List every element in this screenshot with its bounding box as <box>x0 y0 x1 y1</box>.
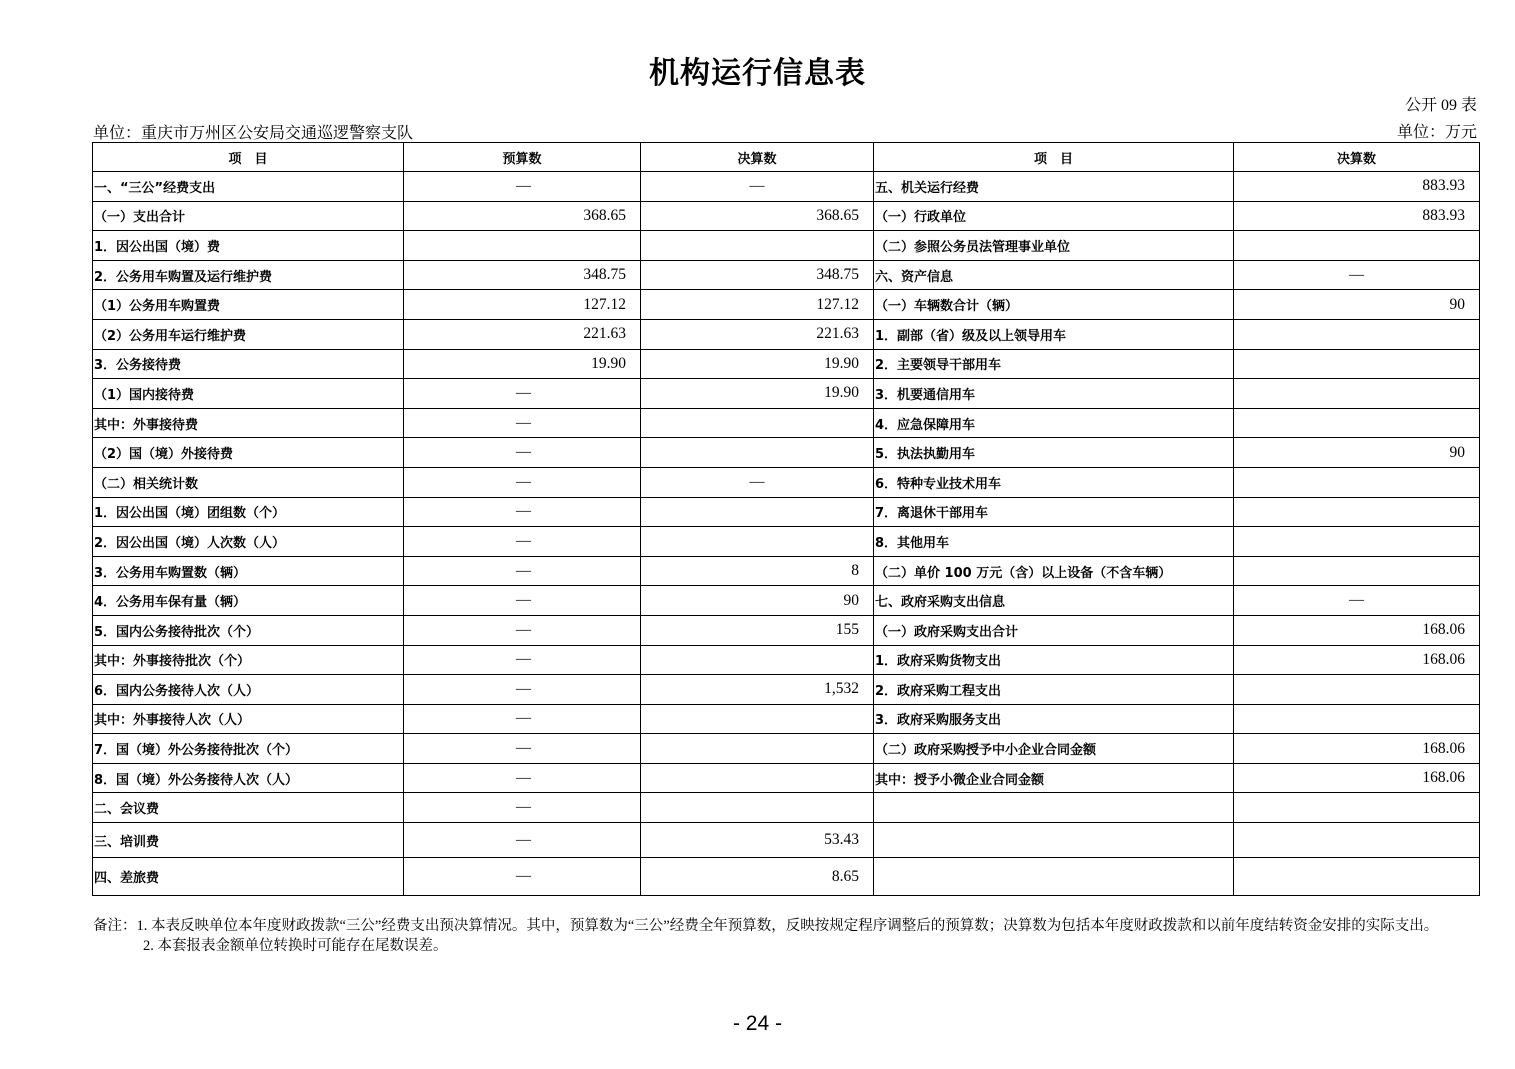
row-item-right: （一）车辆数合计（辆） <box>874 290 1234 320</box>
row-budget-value: — <box>404 763 641 793</box>
row-final-value <box>641 763 874 793</box>
row-final-value-right <box>1234 704 1480 734</box>
table-row <box>93 586 1480 616</box>
row-item-right: 七、政府采购支出信息 <box>874 586 1234 616</box>
table-row <box>93 379 1480 409</box>
row-final-value <box>641 438 874 468</box>
row-item-right: （二）政府采购授予中小企业合同金额 <box>874 734 1234 764</box>
row-budget-value: — <box>404 556 641 586</box>
row-final-value: 127.12 <box>641 290 874 320</box>
row-item-right: 1．政府采购货物支出 <box>874 645 1234 675</box>
row-item-right <box>874 793 1234 823</box>
table-row <box>93 349 1480 379</box>
notes <box>93 916 1483 956</box>
row-final-value <box>641 527 874 557</box>
row-budget-value: — <box>404 379 641 409</box>
currency-unit: 单位：万元 <box>1396 124 1477 141</box>
row-final-value-right <box>1234 497 1480 527</box>
row-final-value-right: — <box>1234 586 1480 616</box>
row-item-left: 2．因公出国（境）人次数（人） <box>93 527 404 557</box>
row-final-value-right: 883.93 <box>1234 172 1480 202</box>
row-final-value-right <box>1234 379 1480 409</box>
row-final-value-right <box>1234 793 1480 823</box>
header-budget: 预算数 <box>404 143 641 172</box>
row-item-left: （一）支出合计 <box>93 201 404 231</box>
header-item-right: 项 目 <box>874 143 1234 172</box>
row-item-left: （2）国（境）外接待费 <box>93 438 404 468</box>
row-item-left: （1）公务用车购置费 <box>93 290 404 320</box>
row-item-right: （二）参照公务员法管理事业单位 <box>874 231 1234 261</box>
page-number: - 24 - <box>732 1012 782 1035</box>
table-row <box>93 615 1480 645</box>
row-item-right: （二）单价 100 万元（含）以上设备（不含车辆） <box>874 556 1234 586</box>
row-budget-value: — <box>404 645 641 675</box>
row-item-right: 6．特种专业技术用车 <box>874 467 1234 497</box>
row-item-left: 其中：外事接待批次（个） <box>93 645 404 675</box>
row-final-value-right <box>1234 858 1480 896</box>
note-1: 备注：1. 本表反映单位本年度财政拨款“三公”经费支出预决算情况。其中，预算数为“三公”经费全年预算数，反映按规定程序调整后的预算数；决算数为包括本年度财政拨款和以前年度结转资金安排的实际支出。 <box>93 918 1439 934</box>
row-final-value-right: 90 <box>1234 438 1480 468</box>
form-number: 公开 09 表 <box>1404 97 1477 114</box>
row-item-right: （一）行政单位 <box>874 201 1234 231</box>
row-final-value-right <box>1234 319 1480 349</box>
row-final-value-right <box>1234 467 1480 497</box>
row-item-left: 三、培训费 <box>93 823 404 858</box>
row-final-value-right <box>1234 675 1480 705</box>
row-final-value: 155 <box>641 615 874 645</box>
table-row <box>93 734 1480 764</box>
row-item-left: 其中：外事接待费 <box>93 408 404 438</box>
row-final-value: 19.90 <box>641 349 874 379</box>
row-final-value: — <box>641 172 874 202</box>
row-item-left: 2．公务用车购置及运行维护费 <box>93 260 404 290</box>
row-item-right: 五、机关运行经费 <box>874 172 1234 202</box>
row-budget-value: — <box>404 858 641 896</box>
table-row <box>93 231 1480 261</box>
table-row <box>93 408 1480 438</box>
table-row <box>93 556 1480 586</box>
institution-operation-table <box>92 142 1480 896</box>
row-final-value: — <box>641 467 874 497</box>
row-item-left: 1．因公出国（境）团组数（个） <box>93 497 404 527</box>
row-budget-value: — <box>404 438 641 468</box>
row-item-left: （2）公务用车运行维护费 <box>93 319 404 349</box>
row-budget-value: 348.75 <box>404 260 641 290</box>
row-final-value <box>641 408 874 438</box>
table-row <box>93 645 1480 675</box>
row-budget-value: — <box>404 527 641 557</box>
row-budget-value: — <box>404 497 641 527</box>
row-budget-value: — <box>404 823 641 858</box>
table-row <box>93 858 1480 896</box>
row-item-right: 4．应急保障用车 <box>874 408 1234 438</box>
row-final-value-right: 168.06 <box>1234 763 1480 793</box>
row-item-left: （1）国内接待费 <box>93 379 404 409</box>
row-final-value-right <box>1234 527 1480 557</box>
row-item-left: 其中：外事接待人次（人） <box>93 704 404 734</box>
row-item-left: 3．公务接待费 <box>93 349 404 379</box>
reporting-unit: 单位：重庆市万州区公安局交通巡逻警察支队 <box>93 125 414 142</box>
header-final-right: 决算数 <box>1234 143 1480 172</box>
row-item-right: 3．政府采购服务支出 <box>874 704 1234 734</box>
row-item-left: 5．国内公务接待批次（个） <box>93 615 404 645</box>
row-item-right: 2．主要领导干部用车 <box>874 349 1234 379</box>
table-header-row <box>93 143 1480 172</box>
row-item-left: 二、会议费 <box>93 793 404 823</box>
row-item-left: （二）相关统计数 <box>93 467 404 497</box>
row-final-value: 1,532 <box>641 675 874 705</box>
table-row <box>93 704 1480 734</box>
row-final-value <box>641 734 874 764</box>
row-final-value-right <box>1234 408 1480 438</box>
row-final-value <box>641 793 874 823</box>
row-final-value-right: 883.93 <box>1234 201 1480 231</box>
row-final-value-right: — <box>1234 260 1480 290</box>
row-budget-value: — <box>404 408 641 438</box>
row-item-left: 一、“三公”经费支出 <box>93 172 404 202</box>
row-budget-value: — <box>404 734 641 764</box>
table-row <box>93 527 1480 557</box>
row-budget-value: — <box>404 467 641 497</box>
row-budget-value: 127.12 <box>404 290 641 320</box>
page-title: 机构运行信息表 <box>649 56 866 91</box>
note-2: 2. 本套报表金额单位转换时可能存在尾数误差。 <box>143 938 448 954</box>
row-budget-value: 221.63 <box>404 319 641 349</box>
row-final-value-right: 168.06 <box>1234 615 1480 645</box>
row-budget-value: 19.90 <box>404 349 641 379</box>
row-budget-value: — <box>404 793 641 823</box>
row-budget-value: 368.65 <box>404 201 641 231</box>
row-budget-value: — <box>404 675 641 705</box>
table-row <box>93 319 1480 349</box>
row-budget-value: — <box>404 704 641 734</box>
table-row <box>93 823 1480 858</box>
row-final-value: 53.43 <box>641 823 874 858</box>
row-final-value-right <box>1234 349 1480 379</box>
row-final-value-right <box>1234 556 1480 586</box>
row-final-value-right: 168.06 <box>1234 645 1480 675</box>
table-row <box>93 675 1480 705</box>
row-item-left: 8．国（境）外公务接待人次（人） <box>93 763 404 793</box>
row-final-value <box>641 231 874 261</box>
row-item-right: 2．政府采购工程支出 <box>874 675 1234 705</box>
row-item-right <box>874 858 1234 896</box>
row-final-value-right: 90 <box>1234 290 1480 320</box>
row-final-value: 19.90 <box>641 379 874 409</box>
row-budget-value: — <box>404 615 641 645</box>
row-item-right <box>874 823 1234 858</box>
table-row <box>93 201 1480 231</box>
row-final-value <box>641 497 874 527</box>
row-item-left: 7．国（境）外公务接待批次（个） <box>93 734 404 764</box>
row-item-right: 8．其他用车 <box>874 527 1234 557</box>
table-row <box>93 467 1480 497</box>
row-final-value-right <box>1234 823 1480 858</box>
row-item-right: 其中：授予小微企业合同金额 <box>874 763 1234 793</box>
row-budget-value <box>404 231 641 261</box>
row-item-right: 5．执法执勤用车 <box>874 438 1234 468</box>
table-row <box>93 290 1480 320</box>
table-row <box>93 438 1480 468</box>
row-final-value: 90 <box>641 586 874 616</box>
row-final-value <box>641 645 874 675</box>
row-item-right: 1．副部（省）级及以上领导用车 <box>874 319 1234 349</box>
header-item-left: 项 目 <box>93 143 404 172</box>
row-final-value: 8 <box>641 556 874 586</box>
table-row <box>93 497 1480 527</box>
row-final-value: 368.65 <box>641 201 874 231</box>
row-item-left: 4．公务用车保有量（辆） <box>93 586 404 616</box>
row-budget-value: — <box>404 586 641 616</box>
row-item-left: 6．国内公务接待人次（人） <box>93 675 404 705</box>
row-item-left: 1．因公出国（境）费 <box>93 231 404 261</box>
row-item-left: 四、差旅费 <box>93 858 404 896</box>
row-item-right: （一）政府采购支出合计 <box>874 615 1234 645</box>
row-final-value-right: 168.06 <box>1234 734 1480 764</box>
row-final-value <box>641 704 874 734</box>
row-budget-value: — <box>404 172 641 202</box>
row-final-value: 8.65 <box>641 858 874 896</box>
row-item-right: 六、资产信息 <box>874 260 1234 290</box>
row-final-value: 221.63 <box>641 319 874 349</box>
table-row <box>93 793 1480 823</box>
table-row <box>93 763 1480 793</box>
row-final-value: 348.75 <box>641 260 874 290</box>
table-row <box>93 260 1480 290</box>
header-final: 决算数 <box>641 143 874 172</box>
table-row <box>93 172 1480 202</box>
row-item-right: 3．机要通信用车 <box>874 379 1234 409</box>
row-final-value-right <box>1234 231 1480 261</box>
row-item-right: 7．离退休干部用车 <box>874 497 1234 527</box>
row-item-left: 3．公务用车购置数（辆） <box>93 556 404 586</box>
